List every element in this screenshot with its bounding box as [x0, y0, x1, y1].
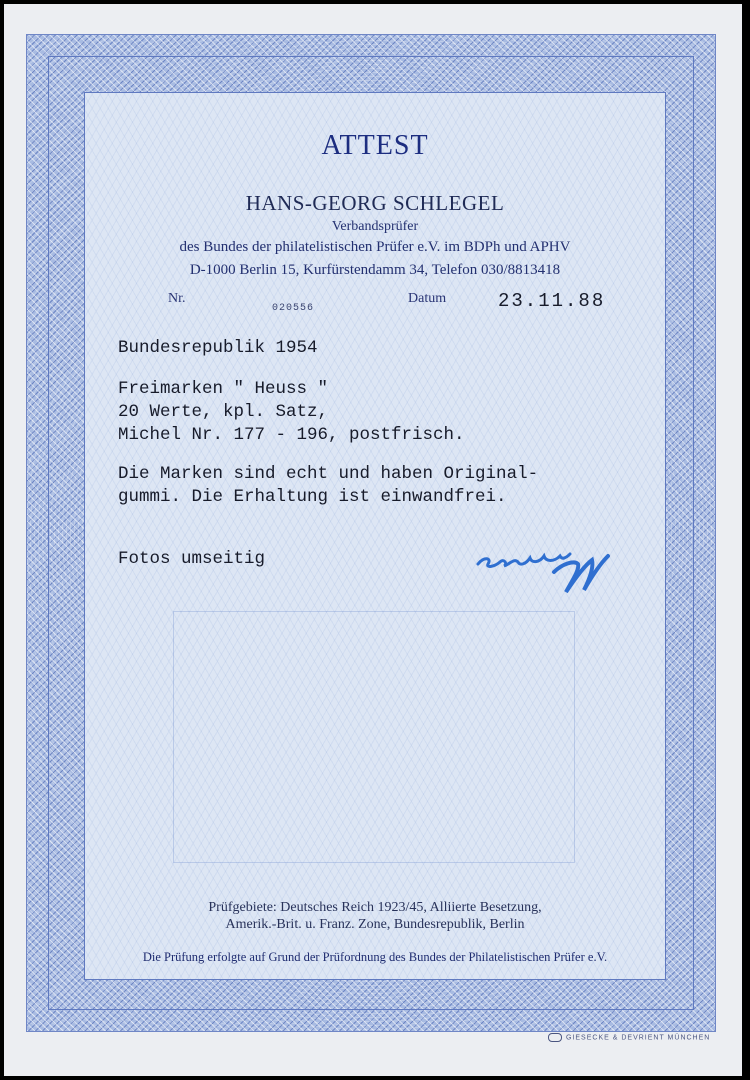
scope-line-1: Prüfgebiete: Deutsches Reich 1923/45, Alliierte Besetzung,	[208, 900, 542, 915]
printer-name: GIESECKE & DEVRIENT MÜNCHEN	[566, 1034, 711, 1042]
examiner-signature	[470, 542, 615, 598]
statement-line-2: gummi. Die Erhaltung ist einwandfrei.	[118, 487, 507, 507]
stamp-series-line: Freimarken " Heuss "	[118, 379, 329, 399]
certificate-number: 020556	[272, 303, 315, 314]
catalogue-line: Michel Nr. 177 - 196, postfrisch.	[118, 425, 465, 445]
printer-imprint	[548, 1033, 710, 1042]
ghost-frame	[173, 611, 575, 863]
photos-note: Fotos umseitig	[118, 549, 266, 569]
set-line: 20 Werte, kpl. Satz,	[118, 402, 329, 422]
association-line: des Bundes der philatelistischen Prüfer e.V. im BDPh und APHV	[179, 239, 571, 255]
issue-line: Bundesrepublik 1954	[118, 338, 318, 358]
statement-line-1: Die Marken sind echt und haben Original-	[118, 464, 539, 484]
scope-line-2: Amerik.-Brit. u. Franz. Zone, Bundesrepublik, Berlin	[225, 917, 525, 932]
date-label: Datum	[408, 291, 447, 306]
regulation-line: Die Prüfung erfolgte auf Grund der Prüfordnung des Bundes der Philatelistischen Prüfer e.V.	[142, 950, 608, 964]
address-line: D-1000 Berlin 15, Kurfürstendamm 34, Telefon 030/8813418	[189, 262, 561, 278]
certificate-date: 23.11.88	[498, 290, 606, 312]
number-label: Nr.	[168, 291, 186, 306]
examiner-role: Verbandsprüfer	[331, 219, 419, 234]
examiner-name: HANS-GEORG SCHLEGEL	[245, 191, 505, 215]
printer-logo-icon	[548, 1033, 562, 1042]
certificate-title: ATTEST	[321, 130, 429, 161]
